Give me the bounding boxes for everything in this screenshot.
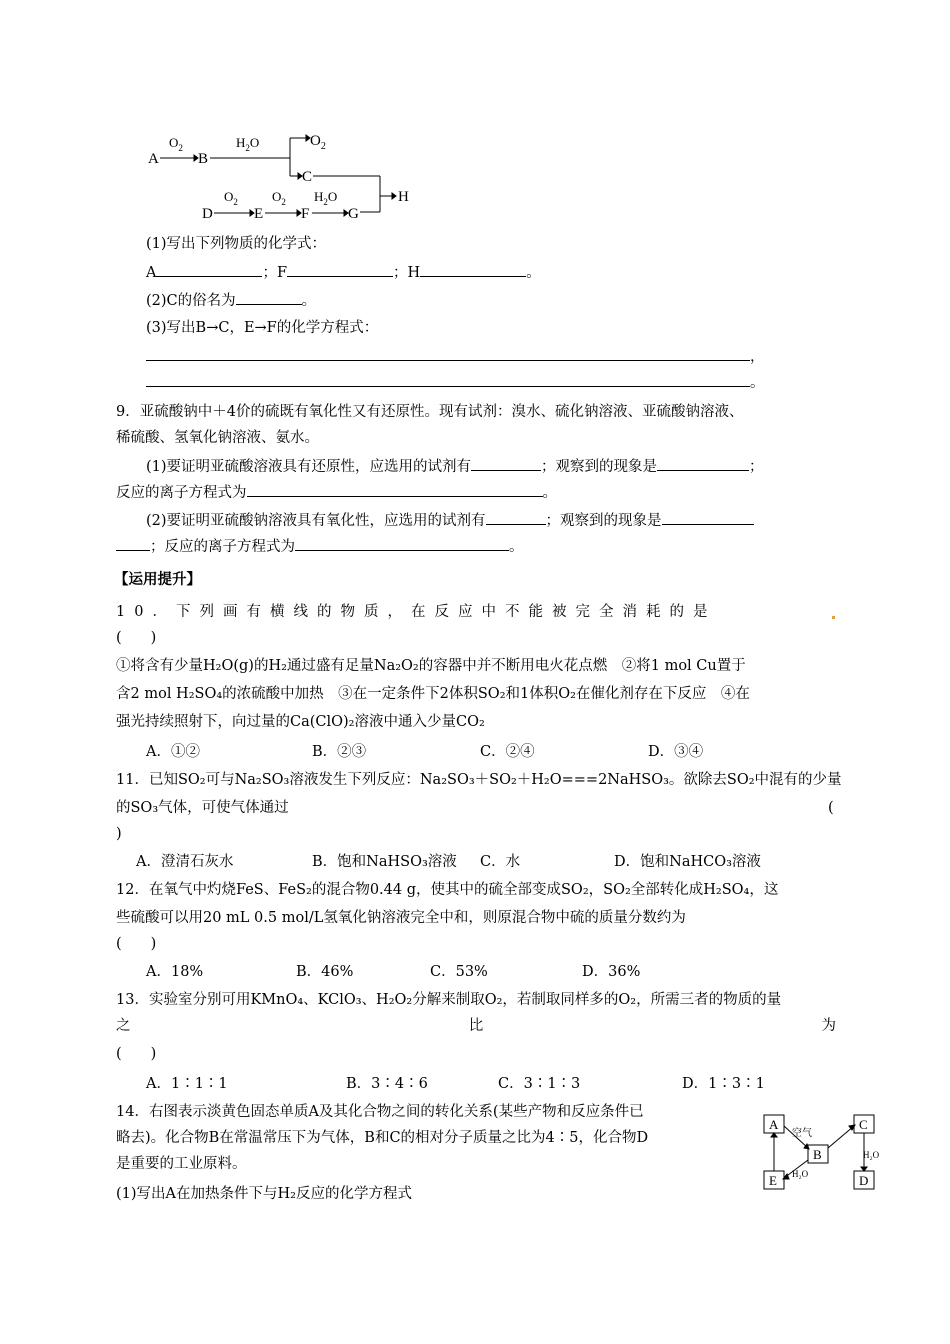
q9-stem-line2: 稀硫酸、氢氧化钠溶液、氨水。 bbox=[116, 430, 319, 446]
answer-blank-q9-2-ionic-equation[interactable] bbox=[295, 536, 509, 551]
box-e: E bbox=[769, 1173, 777, 1188]
q14-stem-line1: 14．右图表示淡黄色固态单质A及其化合物之间的转化关系(某些产物和反应条件已 bbox=[116, 1104, 644, 1120]
node-b: B bbox=[198, 151, 209, 167]
q11-option-d[interactable]: D．饱和NaHCO₃溶液 bbox=[614, 854, 761, 870]
q11-option-a[interactable]: A．澄清石灰水 bbox=[136, 854, 234, 870]
q8-part2: (2)C的俗名为 。 bbox=[146, 290, 316, 311]
answer-blank-a[interactable] bbox=[156, 262, 262, 277]
q11-stem-line2: 的SO₃气体，可使气体通过 bbox=[116, 800, 289, 816]
q8-part3-line1: ， bbox=[146, 346, 765, 367]
q12-answer-paren: ( ) bbox=[116, 936, 157, 952]
q13-stem-line2: 之 比 为 bbox=[116, 1018, 836, 1034]
label-air: 空气 bbox=[792, 1128, 812, 1139]
node-f: F bbox=[301, 206, 310, 222]
q8-part1-answers: A ；F ；H 。 bbox=[146, 262, 541, 283]
answer-blank-q9-2-reagent[interactable] bbox=[486, 510, 546, 525]
box-b: B bbox=[813, 1147, 822, 1162]
box-d: D bbox=[859, 1173, 869, 1188]
reagent-h2o-2: $H_2O$ bbox=[314, 189, 338, 207]
box-c: C bbox=[859, 1117, 868, 1132]
q9-part2-line1: (2)要证明亚硫酸钠溶液具有氧化性，应选用的试剂有 ；观察到的现象是 bbox=[146, 510, 754, 531]
q14-stem-line2: 略去)。化合物B在常温常压下为气体，B和C的相对分子质量之比为4∶5，化合物D bbox=[116, 1130, 649, 1146]
answer-blank-q9-1-phenomenon[interactable] bbox=[657, 456, 749, 471]
q12-option-d[interactable]: D．36% bbox=[582, 964, 641, 980]
q10-item-line1: ①将含有少量H₂O(g)的H₂通过盛有足量Na₂O₂的容器中并不断用电火花点燃 ②将1 mol Cu置于 bbox=[116, 658, 746, 674]
q11-stem-line1: 11．已知SO₂可与Na₂SO₃溶液发生下列反应：Na₂SO₃＋SO₂＋H₂O===2NaHSO₃。欲除去SO₂中混有的少量 bbox=[116, 772, 842, 788]
q13-option-a[interactable]: A．1∶1∶1 bbox=[146, 1076, 228, 1092]
q10-option-b[interactable]: B．②③ bbox=[312, 744, 367, 760]
q10-option-d[interactable]: D．③④ bbox=[648, 744, 704, 760]
node-g: G bbox=[348, 206, 359, 222]
q12-option-c[interactable]: C．53% bbox=[430, 964, 488, 980]
q13-stem-line1: 13．实验室分别可用KMnO₄、KClO₃、H₂O₂分解来制取O₂，若制取同样多的O₂，所需三者的物质的量 bbox=[116, 992, 782, 1008]
q12-option-b[interactable]: B．46% bbox=[296, 964, 354, 980]
answer-blank-q9-2-phenomenon[interactable] bbox=[662, 510, 754, 525]
label-h2o-bottom: H₂O bbox=[792, 1169, 809, 1179]
section-heading: 【运用提升】 bbox=[114, 572, 201, 588]
reagent-o2-3: $O_2$ bbox=[272, 189, 286, 207]
reagent-o2-1: $O_2$ bbox=[169, 135, 183, 153]
q9-part2-line2: ；反应的离子方程式为 。 bbox=[116, 536, 524, 557]
node-a: A bbox=[148, 151, 159, 167]
q10-item-line3: 强光持续照射下，向过量的Ca(ClO)₂溶液中通入少量CO₂ bbox=[116, 714, 485, 730]
answer-blank-equation-2[interactable] bbox=[146, 372, 750, 387]
q13-option-b[interactable]: B．3∶4∶6 bbox=[346, 1076, 428, 1092]
q13-option-c[interactable]: C．3∶1∶3 bbox=[498, 1076, 581, 1092]
answer-blank-f[interactable] bbox=[287, 262, 393, 277]
q14-stem-line3: 是重要的工业原料。 bbox=[116, 1156, 247, 1172]
node-h: H bbox=[398, 189, 409, 205]
answer-blank-q9-2-phenomenon-cont[interactable] bbox=[116, 536, 150, 551]
q9-part1-line1: (1)要证明亚硫酸溶液具有还原性，应选用的试剂有 ；观察到的现象是 ； bbox=[146, 456, 764, 477]
answer-blank-equation-1[interactable] bbox=[146, 346, 750, 361]
q13-option-d[interactable]: D．1∶3∶1 bbox=[682, 1076, 765, 1092]
product-o2: $O_2$ bbox=[310, 133, 326, 152]
q12-stem-line1: 12．在氧气中灼烧FeS、FeS₂的混合物0.44 g，使其中的硫全部变成SO₂，SO₂全部转化成H₂SO₄，这 bbox=[116, 882, 779, 898]
q8-part3-prompt: (3)写出B→C，E→F的化学方程式： bbox=[146, 320, 379, 336]
q14-part1: (1)写出A在加热条件下与H₂反应的化学方程式 bbox=[116, 1186, 412, 1202]
q8-part3-line2: 。 bbox=[146, 372, 765, 393]
node-d: D bbox=[202, 206, 213, 222]
q12-option-a[interactable]: A．18% bbox=[146, 964, 204, 980]
q12-stem-line2: 些硫酸可以用20 mL 0.5 mol/L氢氧化钠溶液完全中和，则原混合物中硫的质量分数约为 bbox=[116, 910, 686, 926]
q10-item-line2: 含2 mol H₂SO₄的浓硫酸中加热 ③在一定条件下2体积SO₂和1体积O₂在催化剂存在下反应 ④在 bbox=[116, 686, 750, 702]
q10-option-a[interactable]: A．①② bbox=[146, 744, 200, 760]
orange-dot-mark bbox=[832, 616, 835, 619]
q10-option-c[interactable]: C．②④ bbox=[480, 744, 535, 760]
reagent-o2-2: $O_2$ bbox=[224, 189, 238, 207]
q11-paren-close: ) bbox=[116, 826, 122, 842]
reaction-scheme-diagram bbox=[140, 128, 430, 228]
q11-paren-open: ( bbox=[828, 800, 834, 816]
label-h2o-right: H₂O bbox=[863, 1150, 880, 1160]
answer-blank-h[interactable] bbox=[420, 262, 526, 277]
reagent-h2o-1: $H_2O$ bbox=[236, 135, 260, 153]
q10-answer-paren: ( ) bbox=[116, 630, 157, 646]
answer-blank-q9-1-reagent[interactable] bbox=[471, 456, 541, 471]
q9-part1-line2: 反应的离子方程式为 。 bbox=[116, 482, 557, 503]
node-e: E bbox=[254, 206, 264, 222]
q9-stem-line1: 9．亚硫酸钠中＋4价的硫既有氧化性又有还原性。现有试剂：溴水、硫化钠溶液、亚硫酸钠溶液、 bbox=[116, 404, 744, 420]
q8-part1-prompt: (1)写出下列物质的化学式： bbox=[146, 236, 327, 252]
q10-stem: 10．下列画有横线的物质，在反应中不能被完全消耗的是 bbox=[116, 604, 717, 620]
conversion-diagram bbox=[760, 1112, 880, 1194]
answer-blank-c-name[interactable] bbox=[236, 290, 302, 305]
q11-option-b[interactable]: B．饱和NaHSO₃溶液 bbox=[312, 854, 457, 870]
box-a: A bbox=[769, 1117, 779, 1132]
answer-blank-q9-1-ionic-equation[interactable] bbox=[247, 482, 543, 497]
node-c: C bbox=[302, 169, 313, 185]
q13-answer-paren: ( ) bbox=[116, 1046, 157, 1062]
q11-option-c[interactable]: C．水 bbox=[480, 854, 521, 870]
